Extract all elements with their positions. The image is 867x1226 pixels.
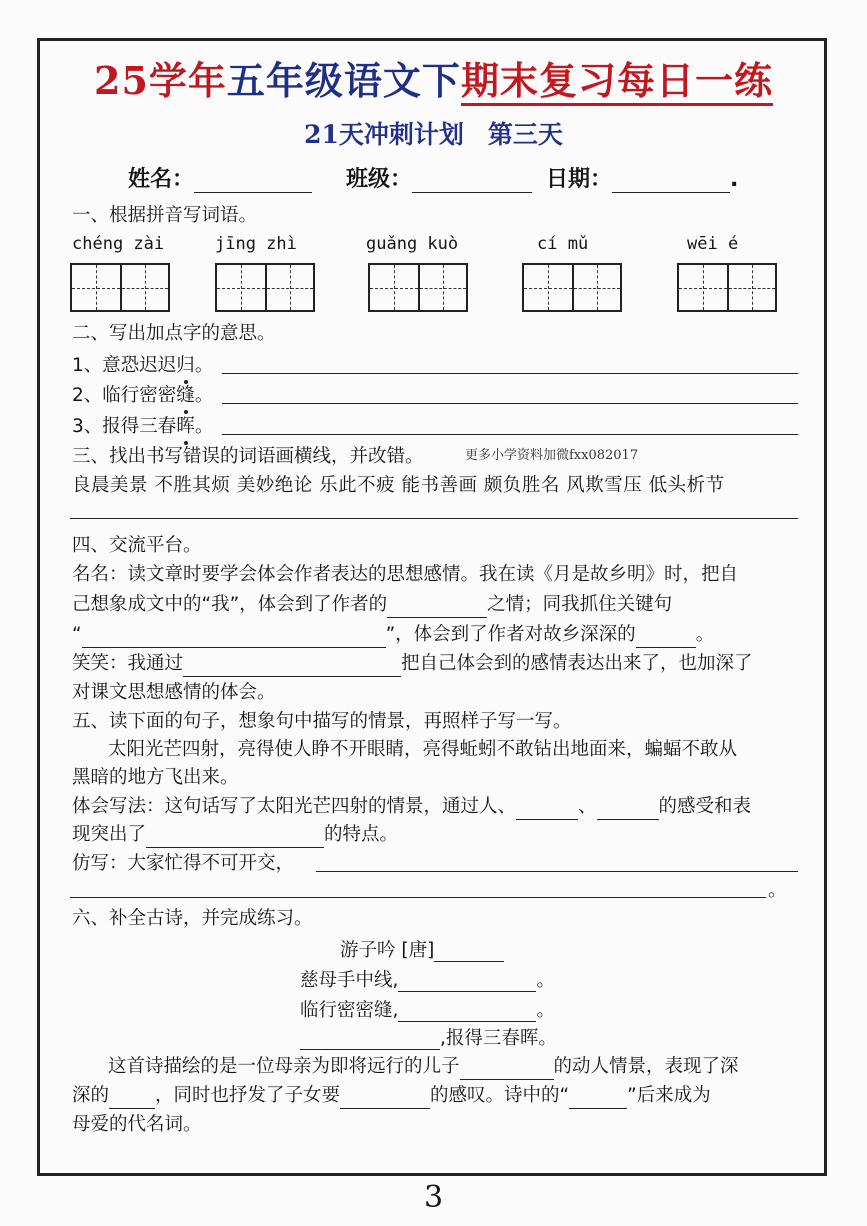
text: 临行密密缝,: [300, 1000, 399, 1021]
answer-line-2[interactable]: [222, 403, 798, 404]
page-number: 3: [423, 1180, 444, 1215]
text: 的动人情景，表现了深: [553, 1056, 739, 1077]
s6-q-line-1: [108, 1054, 739, 1080]
meaning-item-1: [72, 353, 213, 379]
meaning-item-2: [72, 383, 213, 409]
s4-line-2: [72, 592, 672, 618]
pinyin-2: jīng zhì: [215, 234, 297, 254]
subtitle-plan: 21天冲刺计划: [304, 120, 464, 149]
fill-blank[interactable]: [516, 799, 578, 820]
s4-line-1: 名名：读文章时要学会体会作者表达的思想感情。我在读《月是故乡明》时，把自: [72, 564, 739, 585]
grid-cell[interactable]: [217, 265, 265, 310]
date-label: 日期：: [546, 167, 613, 192]
title-grade: 五年级语文下: [226, 58, 461, 103]
text: 深的: [72, 1085, 110, 1106]
title-year: 25学年: [94, 58, 227, 103]
class-blank[interactable]: [412, 172, 532, 193]
page-title: [0, 50, 867, 105]
s5-line-5: 仿写：大家忙得不可开交，: [72, 853, 295, 874]
s5-line-1: 太阳光芒四射，亮得使人睁不开眼睛，亮得蚯蚓不敢钻出地面来，蝙蝠不敢从: [108, 739, 738, 760]
fill-blank[interactable]: [387, 597, 487, 618]
fill-blank[interactable]: [340, 1088, 430, 1109]
s5-line-3: [72, 794, 751, 820]
dotted-char: 缝: [176, 383, 195, 409]
dotted-char: 晖: [176, 414, 195, 440]
text: 。: [695, 624, 715, 645]
fill-blank[interactable]: [398, 1001, 536, 1022]
text: 。: [536, 970, 555, 991]
text: ,报得三春晖。: [440, 1028, 557, 1049]
fill-blank[interactable]: [597, 799, 659, 820]
s5-line-4: [72, 822, 398, 848]
text: 。: [536, 1000, 555, 1021]
class-field[interactable]: [346, 162, 532, 193]
item-number: 3、: [72, 416, 103, 437]
grid-cell[interactable]: [418, 265, 466, 310]
fill-blank[interactable]: [82, 627, 386, 648]
poem-line-2: [300, 996, 555, 1022]
section5-heading: 五、读下面的句子，想象句中描写的情景，再照样子写一写。: [72, 711, 572, 732]
text: 这首诗描绘的是一位母亲为即将远行的儿子: [108, 1056, 460, 1077]
grid-cell[interactable]: [370, 265, 418, 310]
s4-line-5: 对课文思想感情的体会。: [72, 682, 276, 703]
poem-title: [340, 936, 504, 962]
poem-line-1: [300, 966, 555, 992]
item-text: 报得三春: [102, 416, 177, 437]
text: ”，体会到了作者对故乡深深的: [385, 624, 636, 645]
grid-cell[interactable]: [72, 265, 120, 310]
section1-heading: 一、根据拼音写词语。: [72, 205, 258, 226]
grid-cell[interactable]: [120, 265, 168, 310]
text: 体会写法：这句话写了太阳光芒四射的情景，通过人、: [72, 796, 517, 817]
item-number: 1、: [72, 355, 103, 376]
fill-blank[interactable]: [109, 1088, 155, 1109]
page-subtitle: [0, 115, 867, 151]
text: 的特点。: [324, 824, 399, 845]
answer-line-4[interactable]: [70, 518, 798, 519]
pinyin-1: chéng zài: [72, 234, 165, 254]
name-field[interactable]: [128, 162, 312, 193]
writing-grid-3[interactable]: [368, 263, 468, 312]
date-blank[interactable]: [612, 172, 730, 193]
fill-blank[interactable]: [460, 1059, 554, 1080]
item-period: 。: [194, 385, 214, 406]
answer-line-6[interactable]: [70, 897, 766, 898]
class-label: 班级：: [346, 167, 413, 192]
text: 、: [578, 796, 597, 817]
section4-heading: 四、交流平台。: [72, 535, 202, 556]
grid-cell[interactable]: [265, 265, 313, 310]
grid-cell[interactable]: [679, 265, 727, 310]
text: 之情；同我抓住关键句: [487, 594, 673, 615]
author-blank[interactable]: [434, 941, 504, 962]
s4-line-3: [72, 622, 714, 648]
text: 己想象成文中的“我”，体会到了作者的: [72, 594, 388, 615]
grid-cell[interactable]: [572, 265, 620, 310]
text: ”后来成为: [627, 1085, 711, 1106]
text: ，同时也抒发了子女要: [155, 1085, 341, 1106]
section3-heading: 三、找出书写错误的词语画横线，并改错。: [72, 446, 424, 467]
text: “: [72, 624, 82, 645]
s5-line-2: 黑暗的地方飞出来。: [72, 767, 239, 788]
pinyin-5: wēi é: [687, 234, 739, 254]
writing-grid-2[interactable]: [215, 263, 315, 312]
fill-blank[interactable]: [183, 656, 401, 677]
writing-grid-1[interactable]: [70, 263, 170, 312]
writing-grid-4[interactable]: [522, 263, 622, 312]
writing-grid-5[interactable]: [677, 263, 777, 312]
s6-q-line-3: 母爱的代名词。: [72, 1114, 202, 1135]
title-practice: 期末复习每日一练: [461, 58, 773, 106]
dotted-char: 归: [176, 353, 195, 379]
text: 游子吟 [唐]: [340, 940, 435, 961]
text: 笑笑：我通过: [72, 653, 184, 674]
grid-cell[interactable]: [524, 265, 572, 310]
text: 现突出了: [72, 824, 147, 845]
item-number: 2、: [72, 385, 103, 406]
answer-line-3[interactable]: [222, 434, 798, 435]
text: 的感受和表: [658, 796, 752, 817]
answer-line-5[interactable]: [316, 871, 798, 872]
pinyin-3: guǎng kuò: [366, 234, 459, 254]
watermark-text: 更多小学资料加微fxx082017: [465, 448, 639, 463]
word-list: 良晨美景 不胜其烦 美妙绝论 乐此不疲 能书善画 颇负胜名 风欺雪压 低头析节: [72, 475, 725, 496]
text: 把自己体会到的感情表达出来了，也加深了: [401, 653, 753, 674]
item-text: 意恐迟迟: [102, 355, 177, 376]
text: 的感叹。诗中的“: [430, 1085, 570, 1106]
name-blank[interactable]: [194, 172, 312, 193]
s4-line-4: [72, 651, 753, 677]
text: 慈母手中线,: [300, 970, 399, 991]
s6-q-line-2: [72, 1083, 711, 1109]
item-text: 临行密密: [102, 385, 177, 406]
item-period: 。: [194, 355, 214, 376]
name-label: 姓名：: [128, 167, 195, 192]
section2-heading: 二、写出加点字的意思。: [72, 323, 276, 344]
s5-end-period: 。: [768, 880, 787, 901]
poem-line-3: [300, 1024, 557, 1050]
grid-cell[interactable]: [727, 265, 775, 310]
section6-heading: 六、补全古诗，并完成练习。: [72, 908, 313, 929]
fill-blank[interactable]: [569, 1088, 627, 1109]
fill-blank[interactable]: [398, 971, 536, 992]
subtitle-day: 第三天: [487, 120, 563, 149]
fill-blank[interactable]: [636, 627, 696, 648]
fill-blank[interactable]: [146, 827, 324, 848]
item-period: 。: [194, 416, 214, 437]
answer-line-1[interactable]: [222, 373, 798, 374]
date-end: .: [730, 167, 739, 192]
meaning-item-3: [72, 414, 213, 440]
fill-blank[interactable]: [300, 1029, 440, 1050]
date-field[interactable]: [546, 162, 738, 193]
pinyin-4: cí mǔ: [537, 234, 589, 254]
